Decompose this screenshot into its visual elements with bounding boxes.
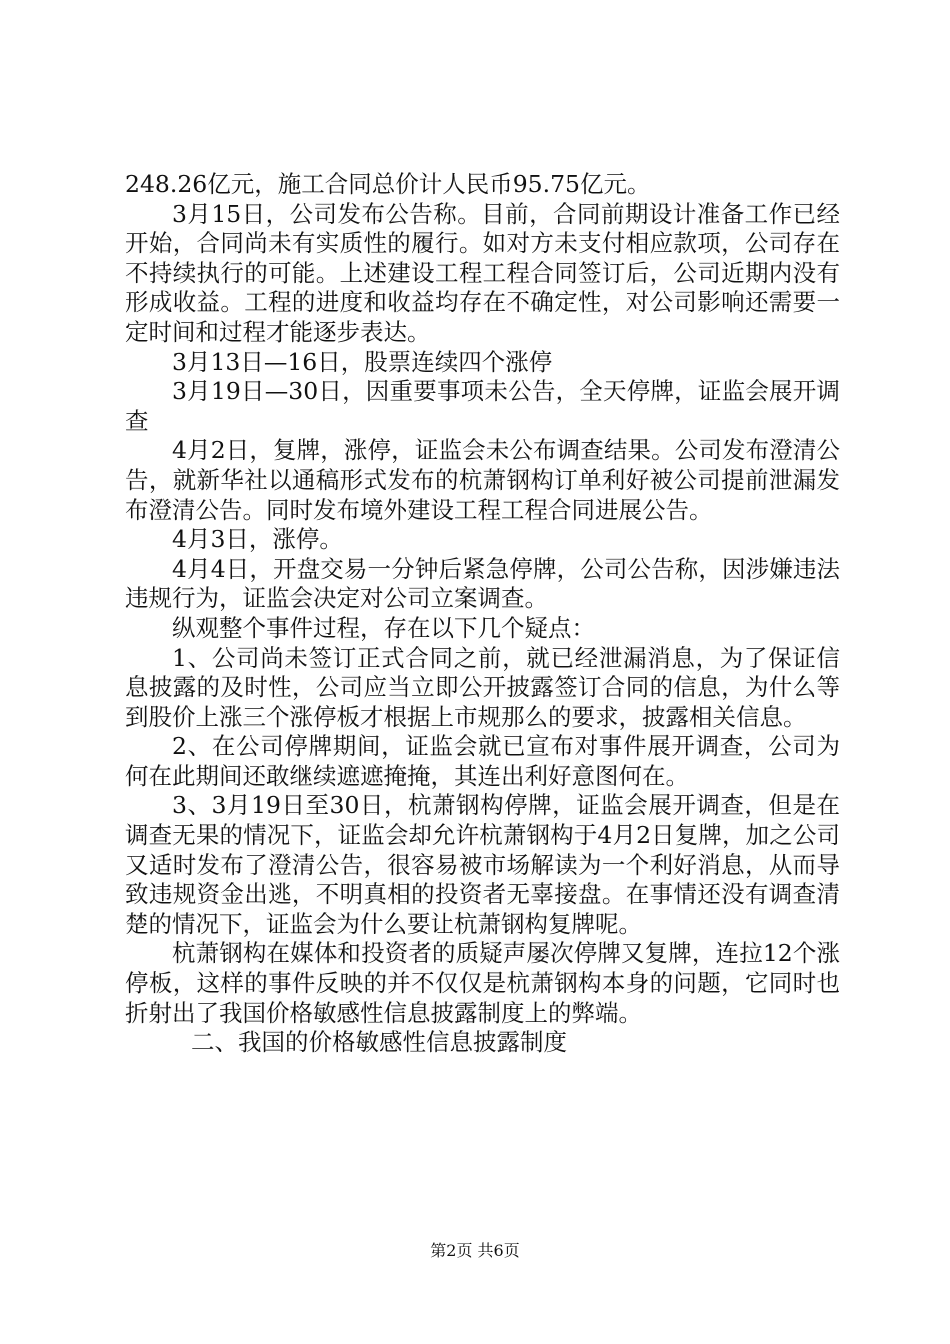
page-number: 第2页 共6页 — [430, 1241, 520, 1260]
paragraph-doubts-intro: 纵观整个事件过程，存在以下几个疑点： — [172, 613, 595, 642]
paragraph-contract-total: 248.26亿元，施工合同总价计人民币95.75亿元。 — [125, 170, 651, 198]
document-body — [125, 170, 840, 1058]
paragraph-doubt-3: 3、3月19日至30日，杭萧钢构停牌，证监会展开调查，但是在调查无果的情况下，证监会却允许杭萧钢构于4月2日复牌，加之公司又适时发布了澄清公告，很容易被市场解读为一个利好消息，从而导致违规资金出逃，不明真相的投资者无辜接盘。在事情还没有调查清楚的情况下，证监会为什么要让杭萧钢构复牌呢。 — [125, 791, 840, 938]
paragraph-mar15-announcement: 3月15日，公司发布公告称。目前，合同前期设计准备工作已经开始，合同尚未有实质性的履行。如对方未支付相应款项，公司存在不持续执行的可能。上述建设工程工程合同签订后，公司近期内没有形成收益。工程的进度和收益均存在不确定性，对公司影响还需要一定时间和过程才能逐步表达。 — [125, 199, 840, 346]
section-heading-2: 二、我国的价格敏感性信息披露制度 — [191, 1028, 567, 1057]
paragraph-apr4: 4月4日，开盘交易一分钟后紧急停牌，公司公告称，因涉嫌违法违规行为，证监会决定对公司立案调查。 — [125, 554, 840, 613]
paragraph-mar19-30: 3月19日—30日，因重要事项未公告，全天停牌，证监会展开调查 — [125, 377, 840, 435]
paragraph-doubt-1: 1、公司尚未签订正式合同之前，就已经泄漏消息，为了保证信息披露的及时性，公司应当立即公开披露签订合同的信息，为什么等到股价上涨三个涨停板才根据上市规那么的要求，披露相关信息。 — [125, 643, 840, 731]
paragraph-apr2: 4月2日，复牌，涨停，证监会未公布调查结果。公司发布澄清公告，就新华社以通稿形式发布的杭萧钢构订单利好被公司提前泄漏发布澄清公告。同时发布境外建设工程工程合同进展公告。 — [125, 436, 840, 524]
paragraph-summary: 杭萧钢构在媒体和投资者的质疑声屡次停牌又复牌，连拉12个涨停板，这样的事件反映的并不仅仅是杭萧钢构本身的问题，它同时也折射出了我国价格敏感性信息披露制度上的弊端。 — [125, 939, 840, 1027]
paragraph-doubt-2: 2、在公司停牌期间，证监会就已宣布对事件展开调查，公司为何在此期间还敢继续遮遮掩掩，其连出利好意图何在。 — [125, 732, 840, 790]
paragraph-apr3: 4月3日，涨停。 — [172, 525, 343, 554]
paragraph-mar13-16: 3月13日—16日，股票连续四个涨停 — [172, 347, 553, 376]
page-footer — [0, 1241, 950, 1261]
